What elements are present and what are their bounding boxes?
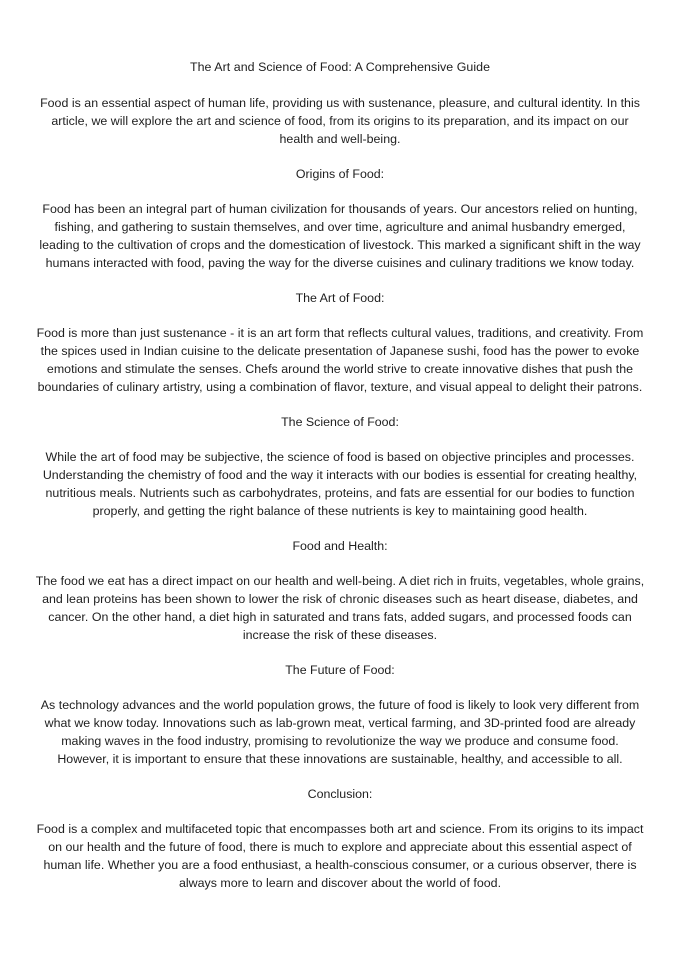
section-heading: The Art of Food: [295,291,385,305]
section-health [34,537,646,644]
section-heading: Origins of Food: [295,167,385,181]
section-body: As technology advances and the world population grows, the future of food is likely to look very different from what we know today. Innovations such as lab-grown meat, vertical farming, and 3D-printed food are already making waves in the food industry, promising to revolutionize the way we produce and consume food. However, it is important to ensure that these innovations are sustainable, healthy, and accessible to all. [40,698,640,766]
section-science [34,413,646,520]
section-body: While the art of food may be subjective, the science of food is based on objective principles and processes. Understanding the chemistry of food and the way it interacts with our bodies is essential for creating healthy, nutritious meals. Nutrients such as carbohydrates, proteins, and fats are essential for our bodies to function properly, and getting the right balance of these nutrients is key to maintaining good health. [42,450,638,518]
section-art [34,289,646,396]
intro-paragraph: Food is an essential aspect of human life, providing us with sustenance, pleasure, and cultural identity. In this article, we will explore the art and science of food, from its origins to its preparation, and its impact on our health and well-being. [40,96,640,146]
section-body: The food we eat has a direct impact on our health and well-being. A diet rich in fruits, vegetables, whole grains, and lean proteins has been shown to lower the risk of chronic diseases such as heart disease, diabetes, and cancer. On the other hand, a diet high in saturated and trans fats, added sugars, and processed foods can increase the risk of these diseases. [35,574,645,642]
section-conclusion [34,785,646,892]
section-heading: Conclusion: [307,787,373,801]
section-heading: Food and Health: [292,539,388,553]
section-heading: The Science of Food: [281,415,399,429]
section-future [34,661,646,768]
section-body: Food has been an integral part of human civilization for thousands of years. Our ancestors relied on hunting, fishing, and gathering to sustain themselves, and over time, agriculture and animal husbandry emerged, leading to the cultivation of crops and the domestication of livestock. This marked a significant shift in the way humans interacted with food, paving the way for the diverse cuisines and culinary traditions we know today. [39,202,641,270]
section-heading: The Future of Food: [285,663,395,677]
section-body: Food is more than just sustenance - it is an art form that reflects cultural values, traditions, and creativity. From the spices used in Indian cuisine to the delicate presentation of Japanese sushi, food has the power to evoke emotions and stimulate the senses. Chefs around the world strive to create innovative dishes that push the boundaries of culinary artistry, using a combination of flavor, texture, and visual appeal to delight their patrons. [36,326,644,394]
section-origins [34,165,646,272]
document-title: The Art and Science of Food: A Comprehensive Guide [189,60,491,74]
section-body: Food is a complex and multifaceted topic that encompasses both art and science. From its origins to its impact on our health and the future of food, there is much to explore and appreciate about this essential aspect of human life. Whether you are a food enthusiast, a health-conscious consumer, or a curious observer, there is always more to learn and discover about the world of food. [36,822,644,890]
